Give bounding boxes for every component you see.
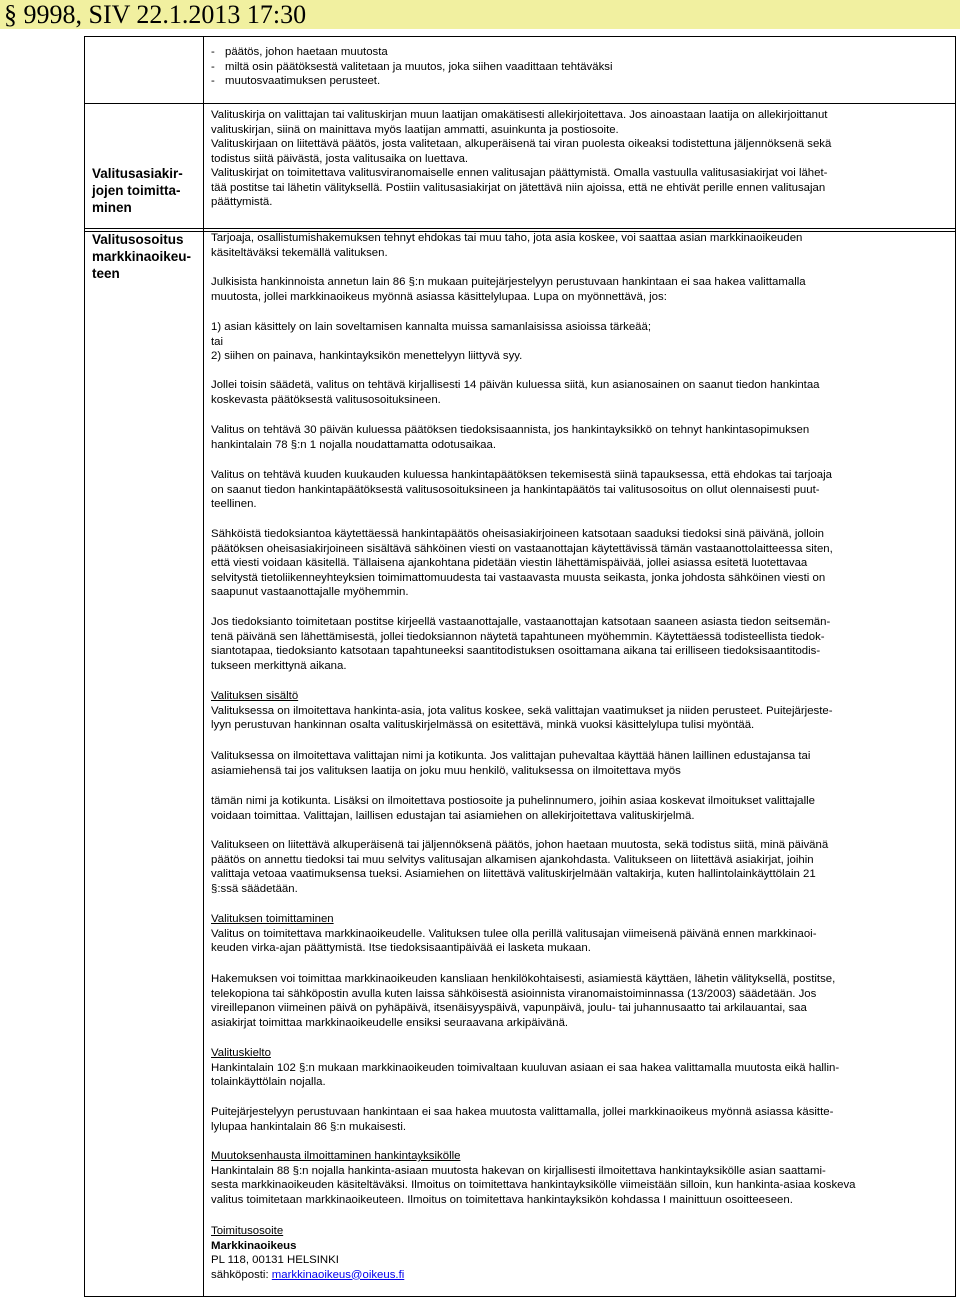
text-line: 2) siihen on painava, hankintayksikön menettelyyn liittyvä syy. (211, 350, 523, 362)
text-line: muutosta, jollei markkinaoikeus myönnä asiassa käsittelylupaa. Lupa on myönnettävä, jos: (211, 290, 667, 303)
text-line: lyyn perustuvan hankinnan osalta valituskirjelmässä on esitettävä, minkä vuoksi käsittelylupa tulisi myöntää. (211, 719, 755, 731)
text-line: saapunut vastaanottajalle myöhemmin. (211, 586, 409, 598)
section-content-p3 (211, 794, 911, 823)
list-item-text: päätös, johon haetaan muutosta (225, 46, 388, 58)
header-bar (0, 0, 960, 29)
text-line: Tarjoaja, osallistumishakemuksen tehnyt ehdokas tai muu taho, jota asia koskee, voi saattaa asian markkinaoikeuden (211, 232, 803, 244)
section-heading: Valituksen sisältö (211, 690, 299, 702)
paragraph-3 (211, 320, 911, 364)
text-line: Valituskirja on valittajan tai valituskirjan muun laatijan omakätisesti allekirjoitettava. Jos ainoastaan laatija on allekirjoittanut (211, 109, 828, 121)
email-label: sähköposti: (211, 1268, 272, 1281)
text-line: Puitejärjestelyyn perustuvaan hankintaan ei saa hakea muutosta valittamalla, jollei markkinaoikeus myönnä asiassa käsitte- (211, 1106, 834, 1118)
email-link[interactable]: markkinaoikeus@oikeus.fi (271, 1268, 405, 1281)
text-line: Sähköistä tiedoksiantoa käytettäessä hankintapäätös oheisasiakirjoineen katsotaan saaduksi tiedoksi sinä päivänä, jolloin (211, 528, 824, 540)
postal-address: PL 118, 00131 HELSINKI (211, 1254, 339, 1266)
text-line: vireillepanon viimeinen päivä on pyhäpäivä, itsenäisyyspäivä, vapunpäivä, joulu- tai juhannusaatto tai arkilauantai, saa (211, 1002, 807, 1014)
text-line: koskevasta päätöksestä valitusosoituksineen. (211, 393, 441, 406)
row-divider (85, 228, 955, 229)
text-line: Valituksessa on ilmoitettava valittajan nimi ja kotikunta. Jos valittajan puhevaltaa käyttää hänen laillinen edustajansa tai (211, 750, 811, 762)
text-line: siantotapaa, tiedoksianto katsotaan tapahtuneeksi saantitodistuksen osoittamana aikana tai erilliseen tiedoksisaantitodis- (211, 645, 821, 657)
text-line: päätös on annettu tiedoksi tai muu selvitys valitusajan alkamisen ajankohdasta. Valitukseen on liitettävä asiakirjat, joihin (211, 853, 814, 866)
paragraph-2 (211, 275, 911, 304)
sidebar-line: Valitusasiakir- (92, 166, 183, 181)
text-line: Jos tiedoksianto toimitetaan postitse kirjeellä vastaanottajalle, vastaanottajan katsotaan saaneen asiasta tiedon seitsemän- (211, 616, 831, 628)
text-line: valitus toimitetaan markkinaoikeuteen. Ilmoitus on toimitettava hankintayksikön kohdassa I mainittuun osoitteeseen. (211, 1193, 793, 1206)
paragraph-8 (211, 615, 911, 673)
text-line: asiamiehensä tai jos valituksen laatija on joku muu henkilö, valituksessa on ilmoitettava myös (211, 764, 681, 777)
text-line: todistus siitä päivästä, josta valitusaika on luettava. (211, 152, 469, 165)
section-heading: Toimitusosoite (211, 1225, 284, 1237)
sidebar-line: jojen toimitta- (92, 183, 181, 198)
text-line: tämän nimi ja kotikunta. Lisäksi on ilmoitettava postiosoite ja puhelinnumero, joihin asiaa koskevat ilmoitukset valittajalle (211, 795, 816, 807)
text-line: sesta markkinaoikeuden käsiteltäväksi. Ilmoitus on toimitettava hankintayksikölle viimeistään silloin, kun hankinta-asiaa koskeva (211, 1179, 856, 1191)
text-line: §:ssä säädetään. (211, 882, 298, 895)
list-item-text: muutosvaatimuksen perusteet. (225, 75, 381, 87)
sidebar-line: Valitusosoitus (92, 232, 184, 247)
text-line: voidaan toimittaa. Valittajan, laillisen edustajan tai asiamiehen on allekirjoitettava valituskirjelmä. (211, 809, 695, 822)
top-block (211, 45, 911, 89)
sidebar-line: minen (92, 200, 132, 215)
text-line: päättymistä. (211, 196, 273, 208)
row-divider (85, 103, 955, 104)
text-line: asiakirjat toimittaa markkinaoikeudelle ensiksi seuraavana arkipäivänä. (211, 1016, 569, 1029)
paragraph-6 (211, 468, 911, 512)
text-line: hankintalain 78 §:n 1 nojalla noudattamatta odotusaikaa. (211, 438, 496, 451)
header-title: § 9998, SIV 22.1.2013 17:30 (4, 0, 307, 29)
section-ban (211, 1046, 911, 1090)
sidebar-line: teen (92, 266, 120, 281)
text-line: Hakemuksen voi toimittaa markkinaoikeuden kansliaan henkilökohtaisesti, asiamiestä käyttäen, lähetin välityksellä, postitse, (211, 973, 836, 985)
text-line: tai (211, 335, 224, 348)
text-line: Valitus on tehtävä kuuden kuukauden kuluessa hankintapäätöksen tekemisestä siinä tapauksessa, että ehdokas tai tarjoaja (211, 469, 832, 481)
paragraph-7 (211, 527, 911, 600)
text-line: tolainkäyttölain nojalla. (211, 1076, 326, 1088)
section-notify (211, 1149, 911, 1207)
text-line: Valitukseen on liitettävä alkuperäisenä tai jäljennöksenä päätös, johon haetaan muutosta, sekä todistus siitä, minä päivänä (211, 839, 829, 851)
text-line: teellinen. (211, 498, 257, 510)
text-line: Hankintalain 88 §:n nojalla hankinta-asiaan muutosta hakevan on kirjallisesti ilmoitettava hankintayksikölle asian saattami- (211, 1164, 826, 1177)
sidebar-label-appeal (92, 231, 191, 282)
court-name: Markkinaoikeus (211, 1239, 297, 1252)
text-line: Valituskirjaan on liitettävä päätös, josta valitetaan, alkuperäisenä tai viran puolesta oikeaksi todistettuna jäljennöksenä sekä (211, 138, 832, 150)
text-line: keuden virka-ajan päättymistä. Itse tiedoksisaantipäivää ei lasketa mukaan. (211, 942, 591, 954)
delivery-block (211, 137, 911, 210)
text-line: tää postitse tai lähetin välityksellä. Postiin valitusasiakirjat on jätettävä niin ajoissa, että ne ehtivät perille ennen valitusajan (211, 181, 826, 194)
text-line: valituskirjan, siinä on mainittava myös laatijan ammatti, asuinkunta ja postiosoite. (211, 123, 619, 136)
text-line: tenä päivänä sen lähettämisestä, jollei tiedoksiannon näytetä tapahtuneen myöhemmin. Käytettäessä todisteellista tiedok- (211, 630, 825, 643)
text-line: 1) asian käsittely on lain soveltamisen kannalta muissa samanlaisissa asioissa tärkeää; (211, 321, 652, 333)
text-line: on saanut tiedon hankintapäätöksestä valitusosoituksineen ja hankintapäätös tai valitusosoitus on ollut olennaisesti puut- (211, 483, 820, 496)
email-line (211, 1268, 911, 1283)
text-line: tukseen merkittynä aikana. (211, 659, 347, 672)
sidebar-label-delivery (92, 165, 183, 216)
list-item: - muutosvaatimuksen perusteet. (211, 75, 381, 87)
paragraph-4 (211, 378, 911, 407)
list-item: - päätös, johon haetaan muutosta (211, 46, 388, 58)
text-line: valittaja vetoaa vaatimuksensa tueksi. Asiamiehen on liitettävä valituskirjelmään valtakirja, kuten hallintolainkäyttölain 21 (211, 868, 816, 880)
text-line: telekopiona tai sähköpostin avulla kuten laissa sähköisestä asioinnista viranomaistoiminnassa (13/2003) säädetään. Jos (211, 987, 817, 1000)
text-line: Valitus on toimitettava markkinaoikeudelle. Valituksen tulee olla perillä valitusajan viimeisenä päivänä ennen markkinaoi- (211, 927, 817, 940)
section-content-p4 (211, 838, 911, 896)
text-line: lylupaa hankintalain 86 §:n mukaisesti. (211, 1120, 407, 1133)
section-delivery (211, 912, 911, 956)
section-ban-p2 (211, 1105, 911, 1134)
text-line: Jollei toisin säädetä, valitus on tehtävä kirjallisesti 14 päivän kuluessa siitä, kun asianosainen on saanut tiedon hankintaa (211, 379, 820, 391)
text-line: Valituskirjat on toimitettava valitusviranomaiselle ennen valitusajan päättymistä. Omalla vastuulla valitusasiakirjat voi lähet- (211, 167, 828, 179)
text-line: Hankintalain 102 §:n mukaan markkinaoikeuden toimivaltaan kuuluvan asiaan ei saa hakea valittamalla muutosta eikä hallin- (211, 1061, 840, 1074)
section-content (211, 689, 911, 733)
section-heading: Muutoksenhausta ilmoittaminen hankintayksikölle (211, 1150, 461, 1162)
list-item: - miltä osin päätöksestä valitetaan ja muutos, joka siihen vaadittaan tehtäväksi (211, 60, 613, 73)
text-line: käsiteltäväksi tekemällä valituksen. (211, 246, 388, 259)
signature-block (211, 108, 911, 137)
list-item-text: miltä osin päätöksestä valitetaan ja muutos, joka siihen vaadittaan tehtäväksi (225, 60, 613, 73)
section-heading: Valituksen toimittaminen (211, 913, 334, 925)
text-line: Valituksessa on ilmoitettava hankinta-asia, jota valitus koskee, sekä valittajan vaatimukset ja niiden perusteet. Puitejärjeste- (211, 704, 833, 717)
section-heading: Valituskielto (211, 1047, 271, 1059)
text-line: että viesti voidaan käsitellä. Tällaisena ajankohtana pidetään viestin lähettämispäivää, jollei asiassa esitetä luotettavaa (211, 557, 808, 569)
column-divider (203, 37, 204, 1296)
sidebar-line: markkinaoikeu- (92, 249, 192, 264)
text-line: Valitus on tehtävä 30 päivän kuluessa päätöksen tiedoksisaannista, jos hankintayksikkö on tehnyt hankintasopimuksen (211, 424, 810, 436)
paragraph-5 (211, 423, 911, 452)
text-line: Julkisista hankinnoista annetun lain 86 §:n mukaan puitejärjestelyyn perustuvaan hankintaan ei saa hakea valittamalla (211, 276, 806, 288)
section-delivery-p2 (211, 972, 911, 1030)
text-line: päätöksen oheisasiakirjoineen sisältävä sähköinen viesti on vastaanottajan käytettävissä tämän vastaanottolaitteessa siten, (211, 542, 833, 555)
section-address (211, 1224, 911, 1282)
paragraph-1 (211, 231, 911, 260)
section-content-p2 (211, 749, 911, 778)
text-line: selvitystä tietoliikenneyhteyksien toimimattomuudesta tai vastaavasta muusta seikasta, jonka johdosta sähköinen viesti on (211, 571, 826, 584)
